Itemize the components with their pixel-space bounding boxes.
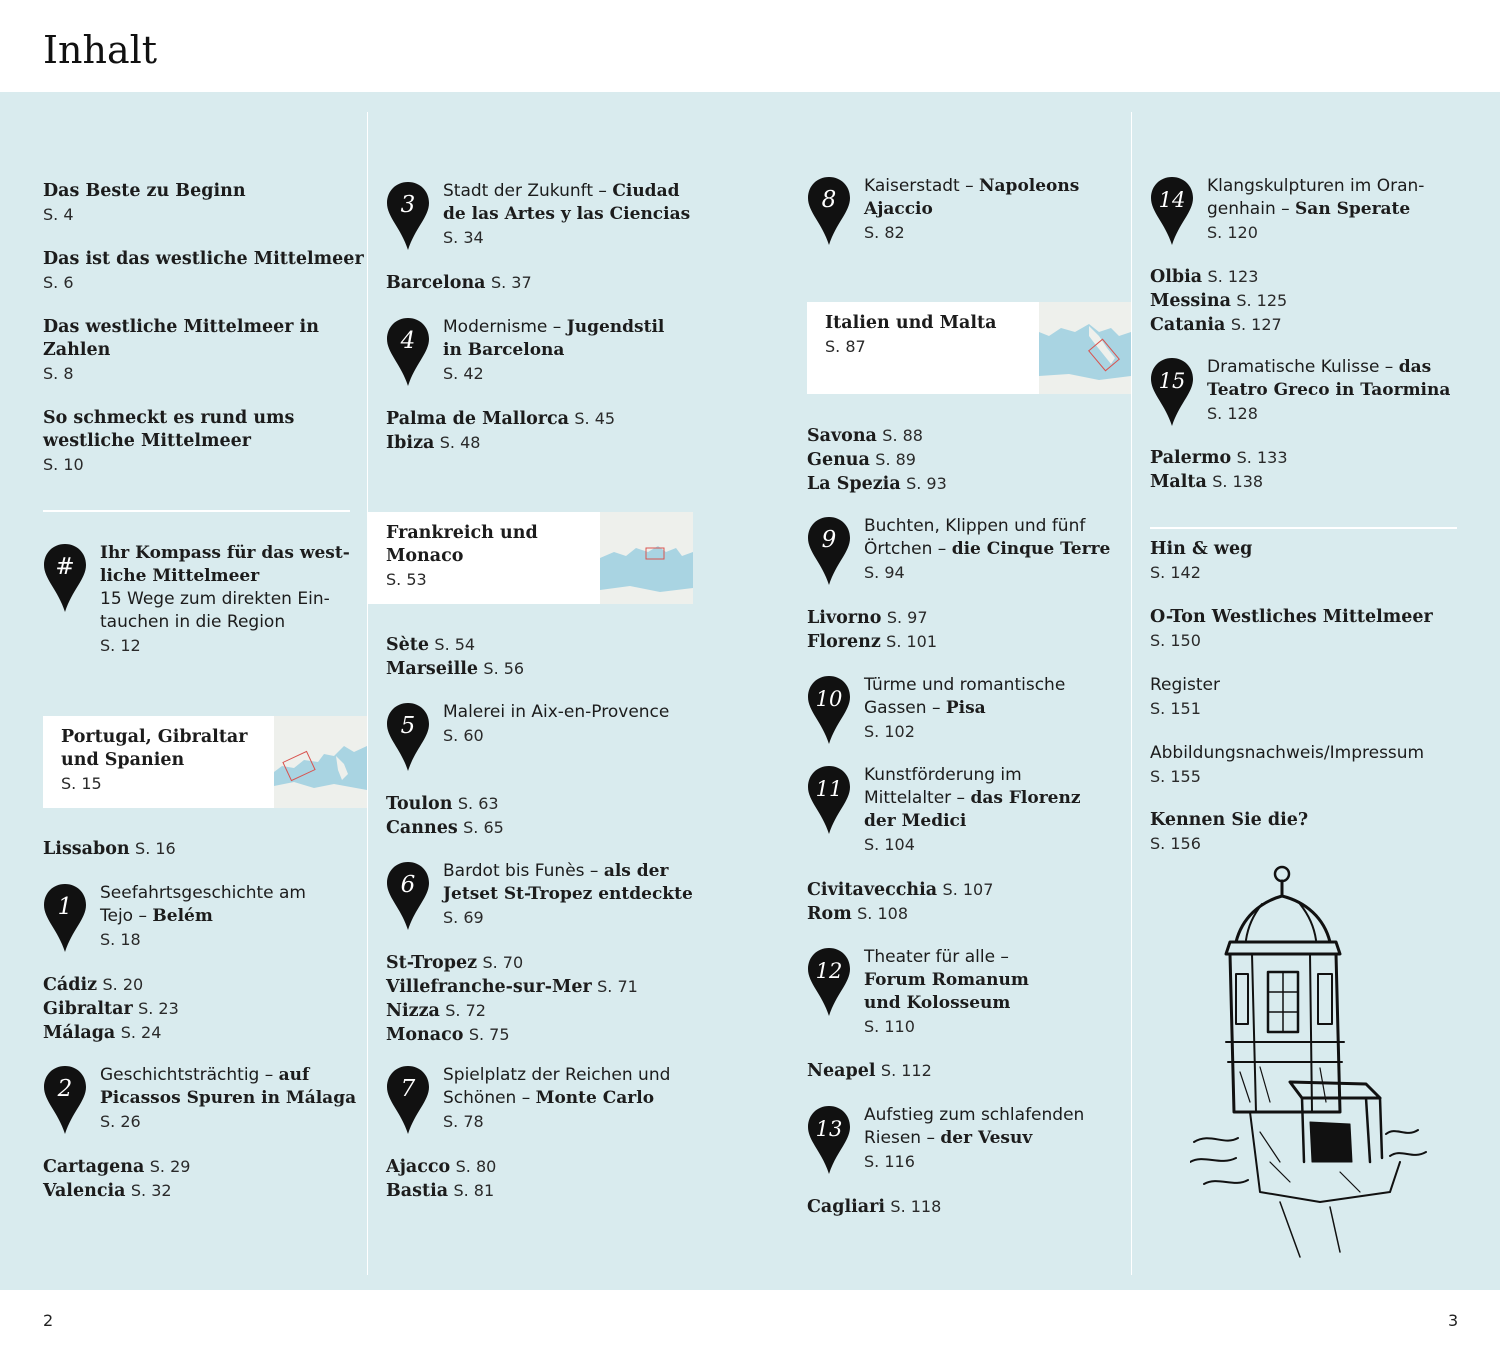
page-ref: S. 15 bbox=[61, 774, 102, 793]
tour-number: 9 bbox=[821, 527, 837, 553]
entry-title: Zahlen bbox=[43, 340, 111, 360]
tour-title-bold: Ajaccio bbox=[864, 199, 933, 219]
page-ref: S. 8 bbox=[43, 364, 74, 383]
toc-entry[interactable] bbox=[1150, 809, 1460, 855]
page-ref: S. 26 bbox=[100, 1112, 141, 1131]
place-entry[interactable] bbox=[807, 472, 1117, 496]
place-list bbox=[43, 1155, 353, 1203]
page-ref: S. 32 bbox=[130, 1181, 172, 1200]
place-list bbox=[386, 407, 696, 455]
page-ref: S. 12 bbox=[100, 636, 141, 655]
tour-title: Stadt der Zukunft – bbox=[443, 181, 613, 201]
place-entry[interactable] bbox=[1150, 313, 1460, 337]
place-list bbox=[43, 837, 353, 861]
page-ref: S. 42 bbox=[443, 364, 484, 383]
place-name: Neapel bbox=[807, 1061, 876, 1081]
region-map-icon bbox=[1039, 302, 1131, 394]
page-title: Inhalt bbox=[43, 28, 158, 72]
region-title: Frankreich und bbox=[386, 523, 538, 543]
tour-title-bold: in Barcelona bbox=[443, 340, 565, 360]
place-entry[interactable] bbox=[807, 630, 1117, 654]
page-ref: S. 142 bbox=[1150, 563, 1201, 582]
tour-number: 10 bbox=[815, 687, 843, 711]
map-pin-icon bbox=[43, 1064, 87, 1136]
place-entry[interactable] bbox=[43, 997, 353, 1021]
place-entry[interactable] bbox=[807, 606, 1117, 630]
place-entry[interactable] bbox=[386, 407, 696, 431]
watchtower-sketch-icon bbox=[1190, 862, 1430, 1262]
place-list bbox=[386, 271, 696, 295]
map-pin-icon bbox=[43, 882, 87, 954]
place-name: Ajacco bbox=[386, 1157, 451, 1177]
tour-number: 12 bbox=[815, 959, 843, 983]
tour-number: 6 bbox=[400, 872, 416, 898]
region-title: und Spanien bbox=[61, 750, 185, 770]
tour-title-bold: de las Artes y las Ciencias bbox=[443, 204, 691, 224]
page-ref: S. 120 bbox=[1207, 223, 1258, 242]
page-ref: S. 82 bbox=[864, 223, 905, 242]
place-name: Valencia bbox=[43, 1181, 126, 1201]
tour-title-bold: das Florenz bbox=[970, 788, 1081, 808]
place-entry[interactable] bbox=[386, 431, 696, 455]
tour-title: Örtchen – bbox=[864, 539, 952, 559]
place-list bbox=[386, 633, 696, 681]
place-entry[interactable] bbox=[1150, 470, 1460, 494]
page-ref: S. 156 bbox=[1150, 834, 1201, 853]
place-name: Civitavecchia bbox=[807, 880, 938, 900]
place-name: Catania bbox=[1150, 315, 1226, 335]
tour-title-bold: als der bbox=[603, 861, 669, 881]
place-entry[interactable] bbox=[386, 271, 696, 295]
map-pin-icon bbox=[386, 316, 430, 388]
page-ref: S. 80 bbox=[455, 1157, 497, 1176]
place-name: Savona bbox=[807, 426, 877, 446]
map-pin-icon bbox=[1150, 356, 1194, 428]
tour-title: Modernisme – bbox=[443, 317, 567, 337]
tour-title: Mittelalter – bbox=[864, 788, 971, 808]
place-name: Palermo bbox=[1150, 448, 1232, 468]
page-ref: S. 150 bbox=[1150, 631, 1201, 650]
tour-number: 4 bbox=[400, 328, 416, 354]
page-ref: S. 88 bbox=[882, 426, 923, 445]
page-ref: S. 45 bbox=[574, 409, 616, 428]
tour-title: Gassen – bbox=[864, 698, 946, 718]
place-name: Lissabon bbox=[43, 839, 130, 859]
toc-entry[interactable] bbox=[1150, 674, 1460, 720]
tour-title: Türme und romantische bbox=[864, 675, 1066, 695]
column-divider bbox=[367, 112, 368, 1275]
entry-title: Das westliche Mittelmeer in bbox=[43, 317, 319, 337]
place-name: Cannes bbox=[386, 818, 458, 838]
place-entry[interactable] bbox=[386, 975, 696, 999]
page-ref: S. 65 bbox=[463, 818, 504, 837]
page-ref: S. 81 bbox=[453, 1181, 495, 1200]
page-ref: S. 78 bbox=[443, 1112, 484, 1131]
map-pin-icon bbox=[43, 542, 87, 614]
page-ref: S. 125 bbox=[1236, 291, 1288, 310]
map-pin-icon bbox=[1150, 175, 1194, 247]
place-name: Nizza bbox=[386, 1001, 440, 1021]
place-entry[interactable] bbox=[386, 633, 696, 657]
region-header[interactable] bbox=[807, 302, 1131, 394]
page-ref: S. 94 bbox=[864, 563, 905, 582]
place-entry[interactable] bbox=[807, 902, 1117, 926]
entry-title: Das ist das westliche Mittelmeer bbox=[43, 249, 364, 269]
page-ref: S. 127 bbox=[1230, 315, 1282, 334]
tour-title-bold: Jugendstil bbox=[566, 317, 665, 337]
column-divider bbox=[1131, 112, 1132, 1275]
page-ref: S. 4 bbox=[43, 205, 74, 224]
tour-title: Aufstieg zum schlafenden bbox=[864, 1105, 1085, 1125]
place-list bbox=[386, 792, 696, 840]
page-ref: S. 72 bbox=[445, 1001, 486, 1020]
map-pin-icon bbox=[807, 946, 851, 1018]
place-entry[interactable] bbox=[43, 837, 353, 861]
place-name: Villefranche-sur-Mer bbox=[386, 977, 592, 997]
page-ref: S. 110 bbox=[864, 1017, 915, 1036]
place-name: Malta bbox=[1150, 472, 1207, 492]
page-ref: S. 70 bbox=[482, 953, 524, 972]
map-pin-icon bbox=[386, 1064, 430, 1136]
entry-title: O-Ton Westliches Mittelmeer bbox=[1150, 607, 1433, 627]
place-name: Monaco bbox=[386, 1025, 464, 1045]
toc-entry[interactable] bbox=[43, 316, 353, 385]
page-ref: S. 102 bbox=[864, 722, 915, 741]
tour-title: Kunstförderung im bbox=[864, 765, 1022, 785]
place-entry[interactable] bbox=[807, 424, 1117, 448]
place-name: Genua bbox=[807, 450, 870, 470]
place-entry[interactable] bbox=[43, 1155, 353, 1179]
tour-title-bold: Forum Romanum bbox=[864, 970, 1029, 990]
place-entry[interactable] bbox=[386, 1179, 696, 1203]
tour-title: genhain – bbox=[1207, 199, 1296, 219]
region-map-icon bbox=[274, 716, 367, 808]
page-ref: S. 23 bbox=[138, 999, 179, 1018]
place-list bbox=[43, 973, 353, 1045]
place-name: Bastia bbox=[386, 1181, 449, 1201]
page-ref: S. 37 bbox=[490, 273, 532, 292]
page-ref: S. 20 bbox=[102, 975, 144, 994]
place-list bbox=[807, 424, 1117, 496]
entry-title: Ihr Kompass für das west- bbox=[100, 543, 350, 563]
page-ref: S. 112 bbox=[880, 1061, 932, 1080]
place-entry[interactable] bbox=[807, 448, 1117, 472]
entry-title: Kennen Sie die? bbox=[1150, 810, 1309, 830]
page-ref: S. 116 bbox=[864, 1152, 915, 1171]
tour-title: Spielplatz der Reichen und bbox=[443, 1065, 671, 1085]
place-name: Rom bbox=[807, 904, 852, 924]
tour-title-bold: Teatro Greco in Taormina bbox=[1207, 380, 1451, 400]
page-ref: S. 128 bbox=[1207, 404, 1258, 423]
tour-title: Geschichtsträchtig – bbox=[100, 1065, 279, 1085]
page-ref: S. 151 bbox=[1150, 699, 1201, 718]
page-ref: S. 34 bbox=[443, 228, 484, 247]
region-header[interactable] bbox=[368, 512, 693, 604]
place-entry[interactable] bbox=[1150, 446, 1460, 470]
place-list bbox=[1150, 446, 1460, 494]
tour-title: Schönen – bbox=[443, 1088, 536, 1108]
page-ref: S. 18 bbox=[100, 930, 141, 949]
tour-title-bold: Belém bbox=[152, 906, 213, 926]
page-ref: S. 10 bbox=[43, 455, 84, 474]
page-ref: S. 104 bbox=[864, 835, 915, 854]
page-ref: S. 56 bbox=[483, 659, 525, 678]
entry-subtitle: 15 Wege zum direkten Ein- bbox=[100, 589, 330, 609]
place-entry[interactable] bbox=[807, 1195, 1117, 1219]
place-name: Toulon bbox=[386, 794, 453, 814]
page-number: 3 bbox=[1448, 1311, 1459, 1330]
entry-title: westliche Mittelmeer bbox=[43, 431, 252, 451]
toc-entry[interactable] bbox=[43, 180, 353, 226]
tour-title: Bardot bis Funès – bbox=[443, 861, 604, 881]
place-list bbox=[386, 951, 696, 1047]
map-pin-icon bbox=[386, 701, 430, 773]
tour-title: Malerei in Aix-en-Provence bbox=[443, 702, 670, 722]
tour-title-bold: auf bbox=[278, 1065, 310, 1085]
place-name: La Spezia bbox=[807, 474, 901, 494]
place-entry[interactable] bbox=[386, 657, 696, 681]
tour-number: 7 bbox=[400, 1076, 416, 1102]
pin-label: # bbox=[55, 554, 75, 580]
map-pin-icon bbox=[386, 860, 430, 932]
page-ref: S. 16 bbox=[135, 839, 176, 858]
tour-number: 14 bbox=[1158, 188, 1186, 212]
entry-title: Abbildungsnachweis/Impressum bbox=[1150, 743, 1425, 763]
region-title: Portugal, Gibraltar bbox=[61, 727, 248, 747]
page-ref: S. 133 bbox=[1236, 448, 1288, 467]
tour-title-bold: San Sperate bbox=[1295, 199, 1411, 219]
place-entry[interactable] bbox=[386, 816, 696, 840]
section-rule bbox=[43, 510, 350, 512]
place-name: Florenz bbox=[807, 632, 881, 652]
place-name: Marseille bbox=[386, 659, 478, 679]
page-ref: S. 97 bbox=[886, 608, 928, 627]
entry-title: Hin & weg bbox=[1150, 539, 1253, 559]
page-ref: S. 155 bbox=[1150, 767, 1201, 786]
tour-title-bold: Napoleons bbox=[979, 176, 1080, 196]
page-ref: S. 93 bbox=[906, 474, 947, 493]
tour-title: Buchten, Klippen und fünf bbox=[864, 516, 1086, 536]
page-ref: S. 123 bbox=[1207, 267, 1259, 286]
page-ref: S. 53 bbox=[386, 570, 427, 589]
entry-title: Das Beste zu Beginn bbox=[43, 181, 246, 201]
entry-title: liche Mittelmeer bbox=[100, 566, 260, 586]
page-ref: S. 29 bbox=[149, 1157, 191, 1176]
tour-title: Tejo – bbox=[100, 906, 153, 926]
tour-title: Theater für alle – bbox=[864, 947, 1009, 967]
page-ref: S. 6 bbox=[43, 273, 74, 292]
tour-number: 5 bbox=[400, 713, 416, 739]
place-list bbox=[807, 1059, 1117, 1083]
place-name: Cagliari bbox=[807, 1197, 886, 1217]
page-number: 2 bbox=[43, 1311, 54, 1330]
tour-title: Dramatische Kulisse – bbox=[1207, 357, 1399, 377]
page-ref: S. 118 bbox=[890, 1197, 942, 1216]
page-ref: S. 87 bbox=[825, 337, 866, 356]
toc-entry[interactable] bbox=[1150, 538, 1460, 584]
section-rule bbox=[1150, 527, 1457, 529]
tour-number: 11 bbox=[815, 777, 843, 801]
page-ref: S. 107 bbox=[942, 880, 994, 899]
region-title: Monaco bbox=[386, 546, 464, 566]
place-entry[interactable] bbox=[43, 1021, 353, 1045]
place-entry[interactable] bbox=[386, 1155, 696, 1179]
page-ref: S. 54 bbox=[434, 635, 476, 654]
place-list bbox=[807, 1195, 1117, 1219]
tour-title-bold: und Kolosseum bbox=[864, 993, 1011, 1013]
map-pin-icon bbox=[807, 674, 851, 746]
map-pin-icon bbox=[807, 175, 851, 247]
tour-number: 2 bbox=[57, 1076, 73, 1102]
place-name: St-Tropez bbox=[386, 953, 478, 973]
tour-number: 8 bbox=[821, 187, 837, 213]
page-ref: S. 89 bbox=[875, 450, 916, 469]
tour-number: 1 bbox=[57, 894, 73, 920]
map-pin-icon bbox=[807, 515, 851, 587]
place-name: Ibiza bbox=[386, 433, 435, 453]
place-entry[interactable] bbox=[1150, 265, 1460, 289]
place-entry[interactable] bbox=[386, 951, 696, 975]
place-entry[interactable] bbox=[386, 792, 696, 816]
place-name: Sète bbox=[386, 635, 429, 655]
toc-entry[interactable] bbox=[43, 407, 353, 476]
region-title: Italien und Malta bbox=[825, 313, 997, 333]
place-name: Livorno bbox=[807, 608, 882, 628]
place-name: Barcelona bbox=[386, 273, 486, 293]
entry-title: So schmeckt es rund ums bbox=[43, 408, 295, 428]
place-entry[interactable] bbox=[43, 973, 353, 997]
place-entry[interactable] bbox=[807, 1059, 1117, 1083]
entry-title: Register bbox=[1150, 675, 1220, 695]
place-entry[interactable] bbox=[807, 878, 1117, 902]
tour-title: Klangskulpturen im Oran- bbox=[1207, 176, 1425, 196]
page-ref: S. 69 bbox=[443, 908, 484, 927]
toc-entry[interactable] bbox=[43, 248, 364, 294]
page-ref: S. 63 bbox=[457, 794, 499, 813]
tour-title-bold: das bbox=[1398, 357, 1432, 377]
tour-title-bold: Pisa bbox=[945, 698, 986, 718]
tour-title: Riesen – bbox=[864, 1128, 941, 1148]
page-ref: S. 48 bbox=[439, 433, 481, 452]
tour-title: Kaiserstadt – bbox=[864, 176, 979, 196]
page-ref: S. 101 bbox=[886, 632, 938, 651]
toc-entry[interactable] bbox=[1150, 606, 1460, 652]
place-list bbox=[807, 606, 1117, 654]
map-pin-icon bbox=[386, 180, 430, 252]
toc-entry[interactable] bbox=[1150, 742, 1460, 788]
place-name: Cádiz bbox=[43, 975, 98, 995]
tour-title: Seefahrtsgeschichte am bbox=[100, 883, 306, 903]
tour-title-bold: die Cinque Terre bbox=[951, 539, 1111, 559]
place-name: Messina bbox=[1150, 291, 1231, 311]
page-ref: S. 60 bbox=[443, 726, 484, 745]
page-ref: S. 75 bbox=[468, 1025, 510, 1044]
region-map-icon bbox=[600, 512, 693, 604]
place-entry[interactable] bbox=[1150, 289, 1460, 313]
map-pin-icon bbox=[807, 764, 851, 836]
place-name: Gibraltar bbox=[43, 999, 133, 1019]
page-ref: S. 108 bbox=[857, 904, 909, 923]
tour-title-bold: Jetset St-Tropez entdeckte bbox=[443, 884, 693, 904]
page-ref: S. 138 bbox=[1212, 472, 1264, 491]
tour-title-bold: der Vesuv bbox=[940, 1128, 1033, 1148]
tour-number: 13 bbox=[815, 1117, 843, 1141]
place-list bbox=[1150, 265, 1460, 337]
place-name: Palma de Mallorca bbox=[386, 409, 569, 429]
tour-title-bold: der Medici bbox=[864, 811, 967, 831]
page-ref: S. 71 bbox=[597, 977, 638, 996]
place-entry[interactable] bbox=[386, 999, 696, 1023]
tour-title-bold: Picassos Spuren in Málaga bbox=[100, 1088, 357, 1108]
place-name: Málaga bbox=[43, 1023, 116, 1043]
place-entry[interactable] bbox=[386, 1023, 696, 1047]
map-pin-icon bbox=[807, 1104, 851, 1176]
place-list bbox=[386, 1155, 696, 1203]
place-entry[interactable] bbox=[43, 1179, 353, 1203]
tour-title-bold: Ciudad bbox=[612, 181, 680, 201]
place-list bbox=[807, 878, 1117, 926]
tour-number: 3 bbox=[400, 192, 416, 218]
region-header[interactable] bbox=[43, 716, 367, 808]
page-ref: S. 24 bbox=[120, 1023, 162, 1042]
tour-number: 15 bbox=[1158, 369, 1186, 393]
place-name: Cartagena bbox=[43, 1157, 145, 1177]
tour-title-bold: Monte Carlo bbox=[535, 1088, 655, 1108]
place-name: Olbia bbox=[1150, 267, 1203, 287]
entry-subtitle: tauchen in die Region bbox=[100, 612, 286, 632]
